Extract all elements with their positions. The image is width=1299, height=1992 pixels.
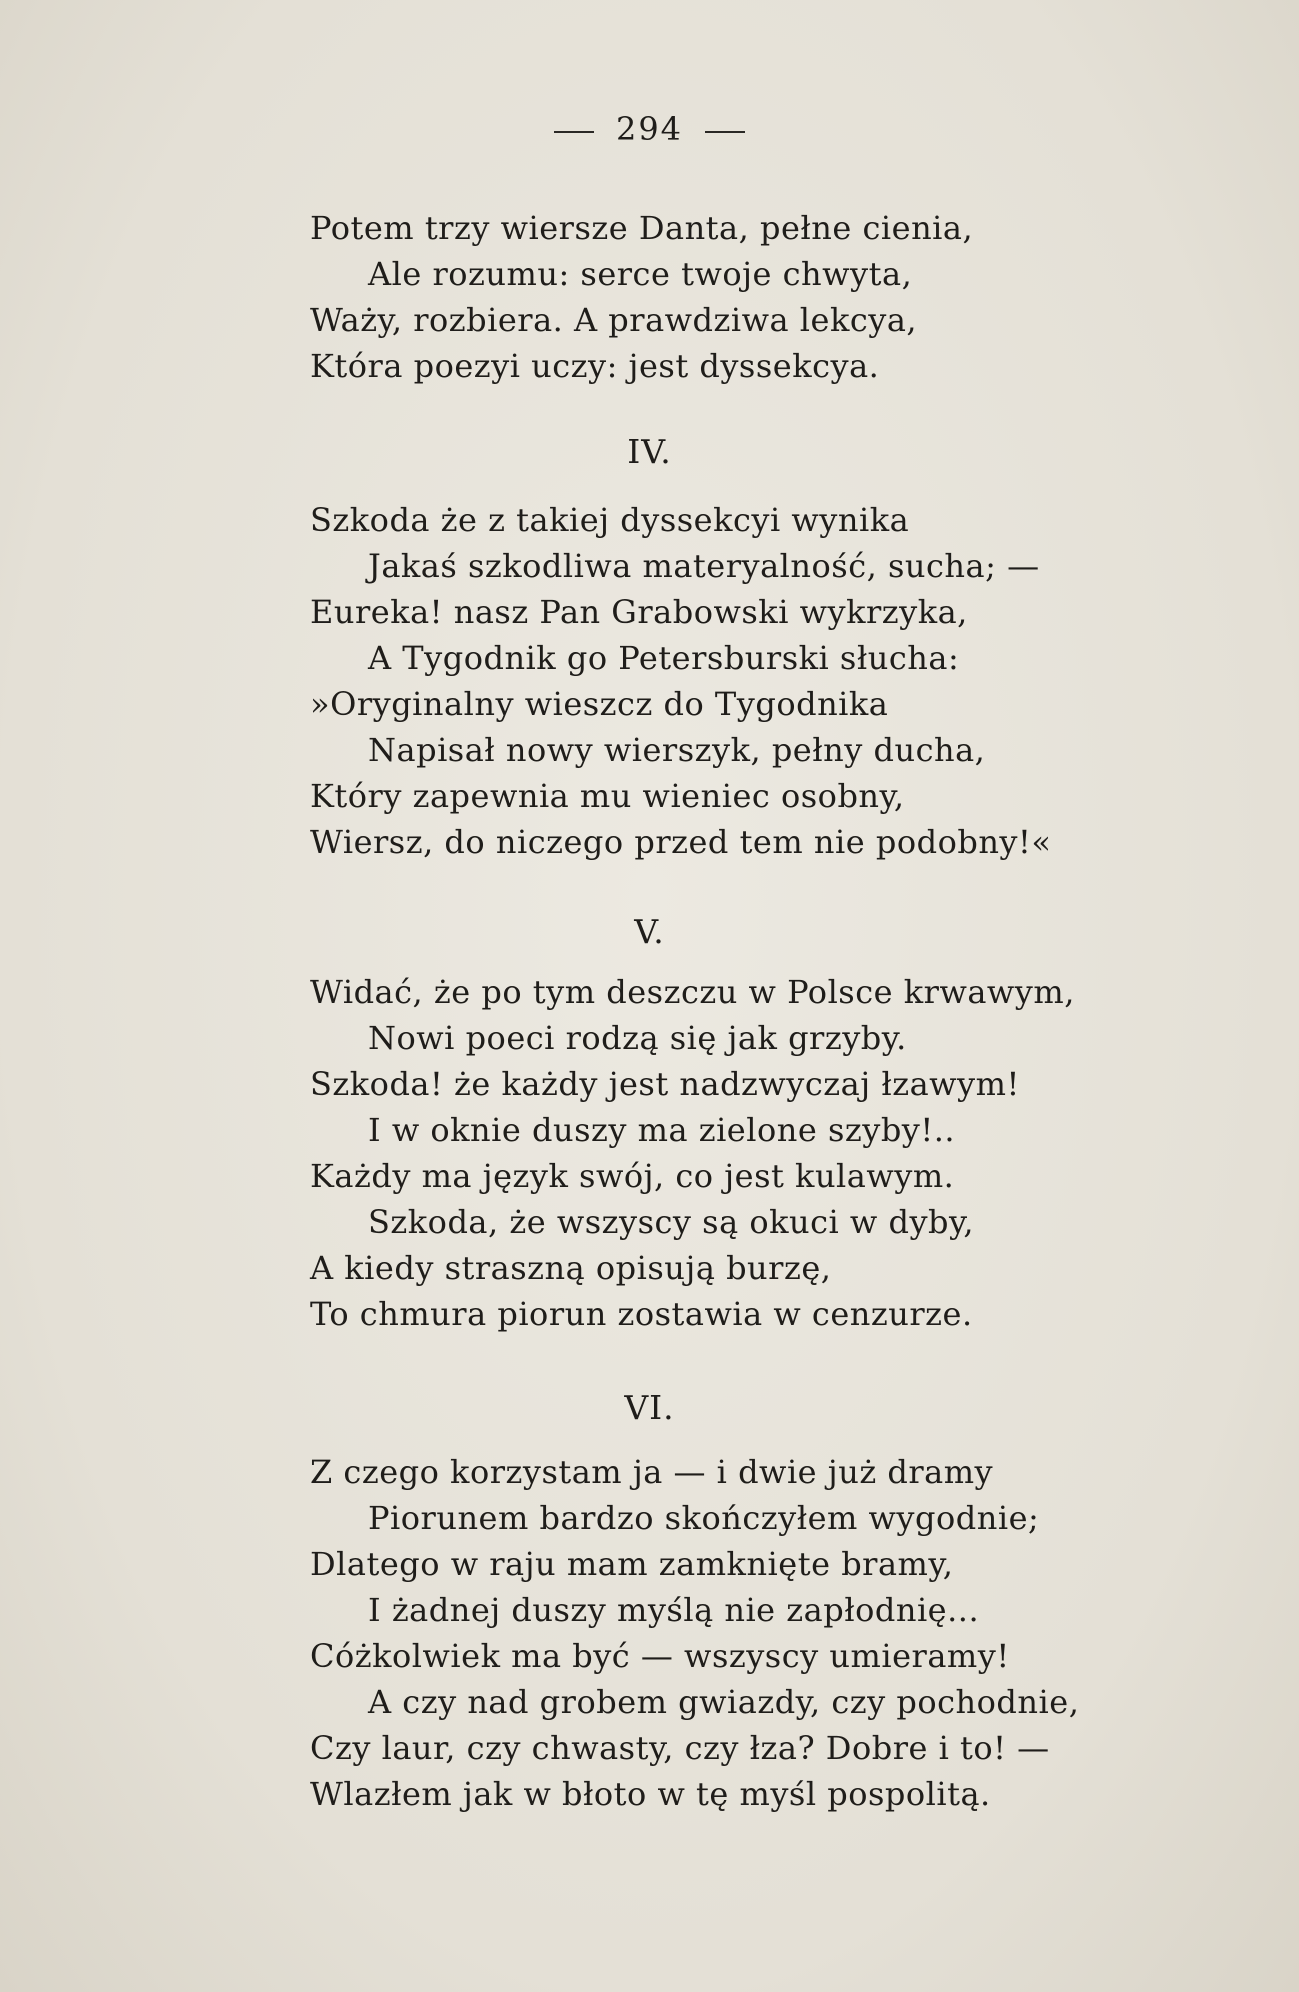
verse-line: Czy laur, czy chwasty, czy łza? Dobre i to! —: [310, 1729, 1050, 1767]
verse-line: I w oknie duszy ma zielone szyby!..: [368, 1111, 956, 1149]
verse-line: Napisał nowy wierszyk, pełny ducha,: [368, 731, 986, 769]
verse-line: Szkoda, że wszyscy są okuci w dyby,: [368, 1203, 975, 1241]
verse-line: Potem trzy wiersze Danta, pełne cienia,: [310, 209, 974, 247]
verse-line: Szkoda! że każdy jest nadzwyczaj łzawym!: [310, 1065, 1020, 1103]
page-number: [0, 110, 1299, 148]
verse-line: Który zapewnia mu wieniec osobny,: [310, 777, 905, 815]
page-number-text: 294: [615, 110, 684, 148]
verse-line: Eureka! nasz Pan Grabowski wykrzyka,: [310, 593, 968, 631]
verse-line: Wiersz, do niczego przed tem nie podobny!«: [310, 823, 1052, 861]
verse-line: Waży, rozbiera. A prawdziwa lekcya,: [310, 301, 918, 339]
dash-right: [705, 131, 745, 133]
section-heading-vi: VI.: [624, 1388, 675, 1427]
verse-line: »Oryginalny wieszcz do Tygodnika: [310, 685, 889, 723]
verse-line: Widać, że po tym deszczu w Polsce krwawym,: [310, 973, 1075, 1011]
verse-line: Szkoda że z takiej dyssekcyi wynika: [310, 501, 910, 539]
verse-line: Piorunem bardzo skończyłem wygodnie;: [368, 1499, 1040, 1537]
verse-line: I żadnej duszy myślą nie zapłodnię...: [368, 1591, 980, 1629]
verse-line: Która poezyi uczy: jest dyssekcya.: [310, 347, 880, 385]
section-heading-iv: IV.: [627, 432, 672, 471]
verse-line: Cóżkolwiek ma być — wszyscy umieramy!: [310, 1637, 1010, 1675]
verse-line: Wlazłem jak w błoto w tę myśl pospolitą.: [310, 1775, 991, 1813]
verse-line: Nowi poeci rodzą się jak grzyby.: [368, 1019, 907, 1057]
dash-left: [554, 131, 594, 133]
verse-line: A Tygodnik go Petersburski słucha:: [368, 639, 960, 677]
verse-line: Z czego korzystam ja — i dwie już dramy: [310, 1453, 994, 1491]
verse-line: Dlatego w raju mam zamknięte bramy,: [310, 1545, 954, 1583]
verse-line: To chmura piorun zostawia w cenzurze.: [310, 1295, 973, 1333]
section-heading-v: V.: [634, 912, 665, 951]
verse-line: Ale rozumu: serce twoje chwyta,: [368, 255, 913, 293]
verse-line: Jakaś szkodliwa materyalność, sucha; —: [368, 547, 1040, 585]
verse-line: A czy nad grobem gwiazdy, czy pochodnie,: [368, 1683, 1080, 1721]
verse-line: Każdy ma język swój, co jest kulawym.: [310, 1157, 955, 1195]
verse-line: A kiedy straszną opisują burzę,: [310, 1249, 832, 1287]
